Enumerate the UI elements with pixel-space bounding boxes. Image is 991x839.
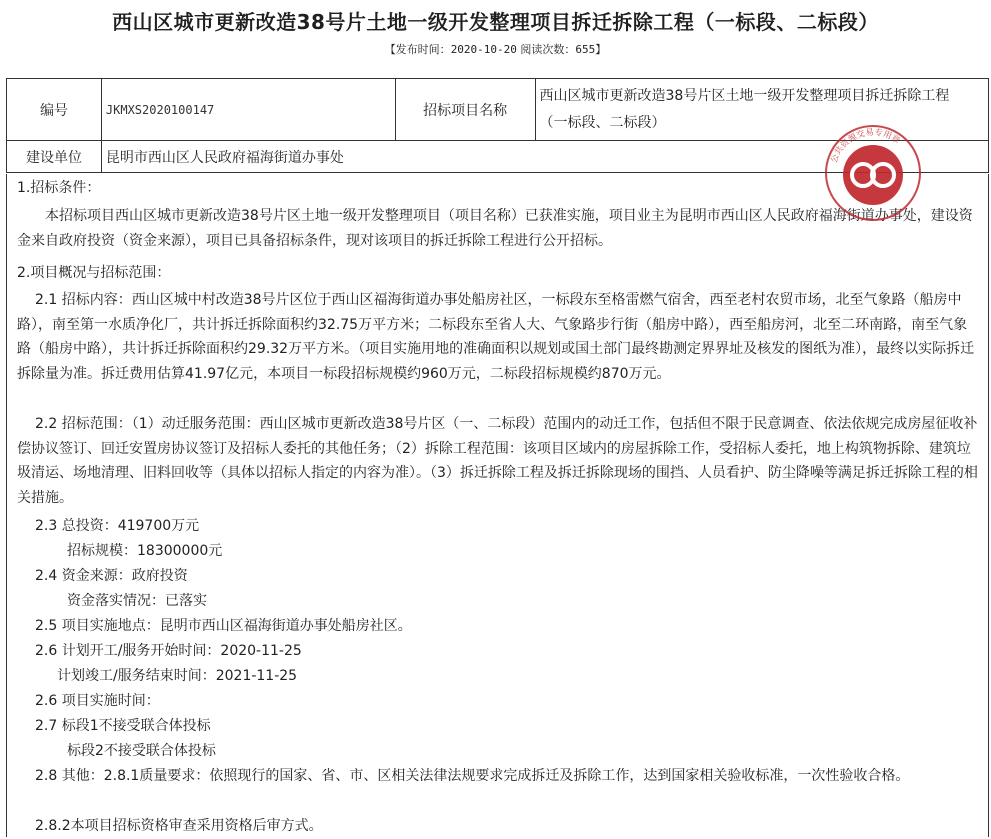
official-seal [823,123,923,223]
unit-value: 昆明市西山区人民政府福海街道办事处 [101,141,988,173]
project-name-line1: 西山区城市更新改造38号片区土地一级开发整理项目拆迁拆除工程 [539,87,950,104]
section1-title: 1.招标条件： [17,180,101,196]
section2-title: 2.项目概况与招标范围： [17,265,171,281]
code-label: 编号 [7,79,102,141]
section2-5-location: 2.5 项目实施地点：昆明市西山区福海街道办事处船房社区。 [35,618,412,634]
publish-date: 2020-10-20 [450,43,517,56]
section2-6-start: 2.6 计划开工/服务开始时间：2020-11-25 [35,643,302,659]
unit-label: 建设单位 [7,141,102,173]
view-count: 655 [575,43,596,56]
section2-6-period: 2.6 项目实施时间： [35,693,160,709]
section2-6-end: 计划竣工/服务结束时间：2021-11-25 [57,668,298,684]
section2-7-lot2: 标段2不接受联合体投标 [67,743,216,759]
project-name-line2: （一标段、二标段） [539,114,666,131]
section2-4-status: 资金落实情况：已落实 [67,593,207,609]
publish-meta [0,41,991,57]
meta-open: 【发布时间： [384,43,451,56]
seal-text: 公共资源交易专用章 [829,127,902,165]
section2-8-other: 2.8 其他：2.8.1质量要求：依照现行的国家、省、市、区相关法律法规要求完成拆迁及拆除工作，达到国家相关验收标准，一次性验收合格。 [35,768,910,784]
project-name-label: 招标项目名称 [395,79,535,141]
code-value: JKMXS2020100147 [101,79,395,141]
section2-1: 2.1 招标内容：西山区城中村改造38号片区位于西山区福海街道办事处船房社区，一标段东至格雷燃气宿舍，西至老村农贸市场，北至气象路（船房中路），南至第一水质净化厂，共计拆迁拆除面积约32.75万平方米；二标段东至省人大、气象路步行街（船房中路），西至船房河，北至二环南路，南至气象路（船房中路），共计拆迁拆除面积约29.32万平方米。（项目实施用地的准确面积以规划或国土部门最终勘测定界界址及核发的图纸为准），最终以实际拆迁拆除量为准。拆迁费用估算41.97亿元，本项目一标段招标规模约960万元，二标段招标规模约870万元。 [17,292,975,382]
section2-3-scale: 招标规模：18300000元 [67,543,223,559]
views-label: 阅读次数： [520,43,576,56]
announcement-body [6,174,989,837]
page-title: 西山区城市更新改造38号片土地一级开发整理项目拆迁拆除工程（一标段、二标段） [112,10,879,34]
meta-close: 】 [595,43,607,56]
section2-8-2: 2.8.2本项目招标资格审查采用资格后审方式。 [35,818,323,834]
section2-4-source: 2.4 资金来源：政府投资 [35,568,188,584]
section2-7-lot1: 2.7 标段1不接受联合体投标 [35,718,211,734]
section2-2: 2.2 招标范围：（1）动迁服务范围：西山区城市更新改造38号片区（一、二标段）范围内的动迁工作，包括但不限于民意调查、依法依规完成房屋征收补偿协议签订、回迁安置房协议签订及招标人委托的其他任务；（2）拆除工程范围：该项目区域内的房屋拆除工作，受招标人委托，地上构筑物拆除、建筑垃圾清运、场地清理、旧料回收等（具体以招标人指定的内容为准）。（3）拆迁拆除工程及拆迁拆除现场的围挡、人员看护、防尘降噪等满足拆迁拆除工程的相关措施。 [17,416,978,506]
section1-text: 本招标项目西山区城市更新改造38号片区土地一级开发整理项目（项目名称）已获准实施，项目业主为昆明市西山区人民政府福海街道办事处，建设资金来自政府投资（资金来源），项目已具备招标条件，现对该项目的拆迁拆除工程进行公开招标。 [17,208,973,249]
section2-3-investment: 2.3 总投资：419700万元 [35,518,200,534]
